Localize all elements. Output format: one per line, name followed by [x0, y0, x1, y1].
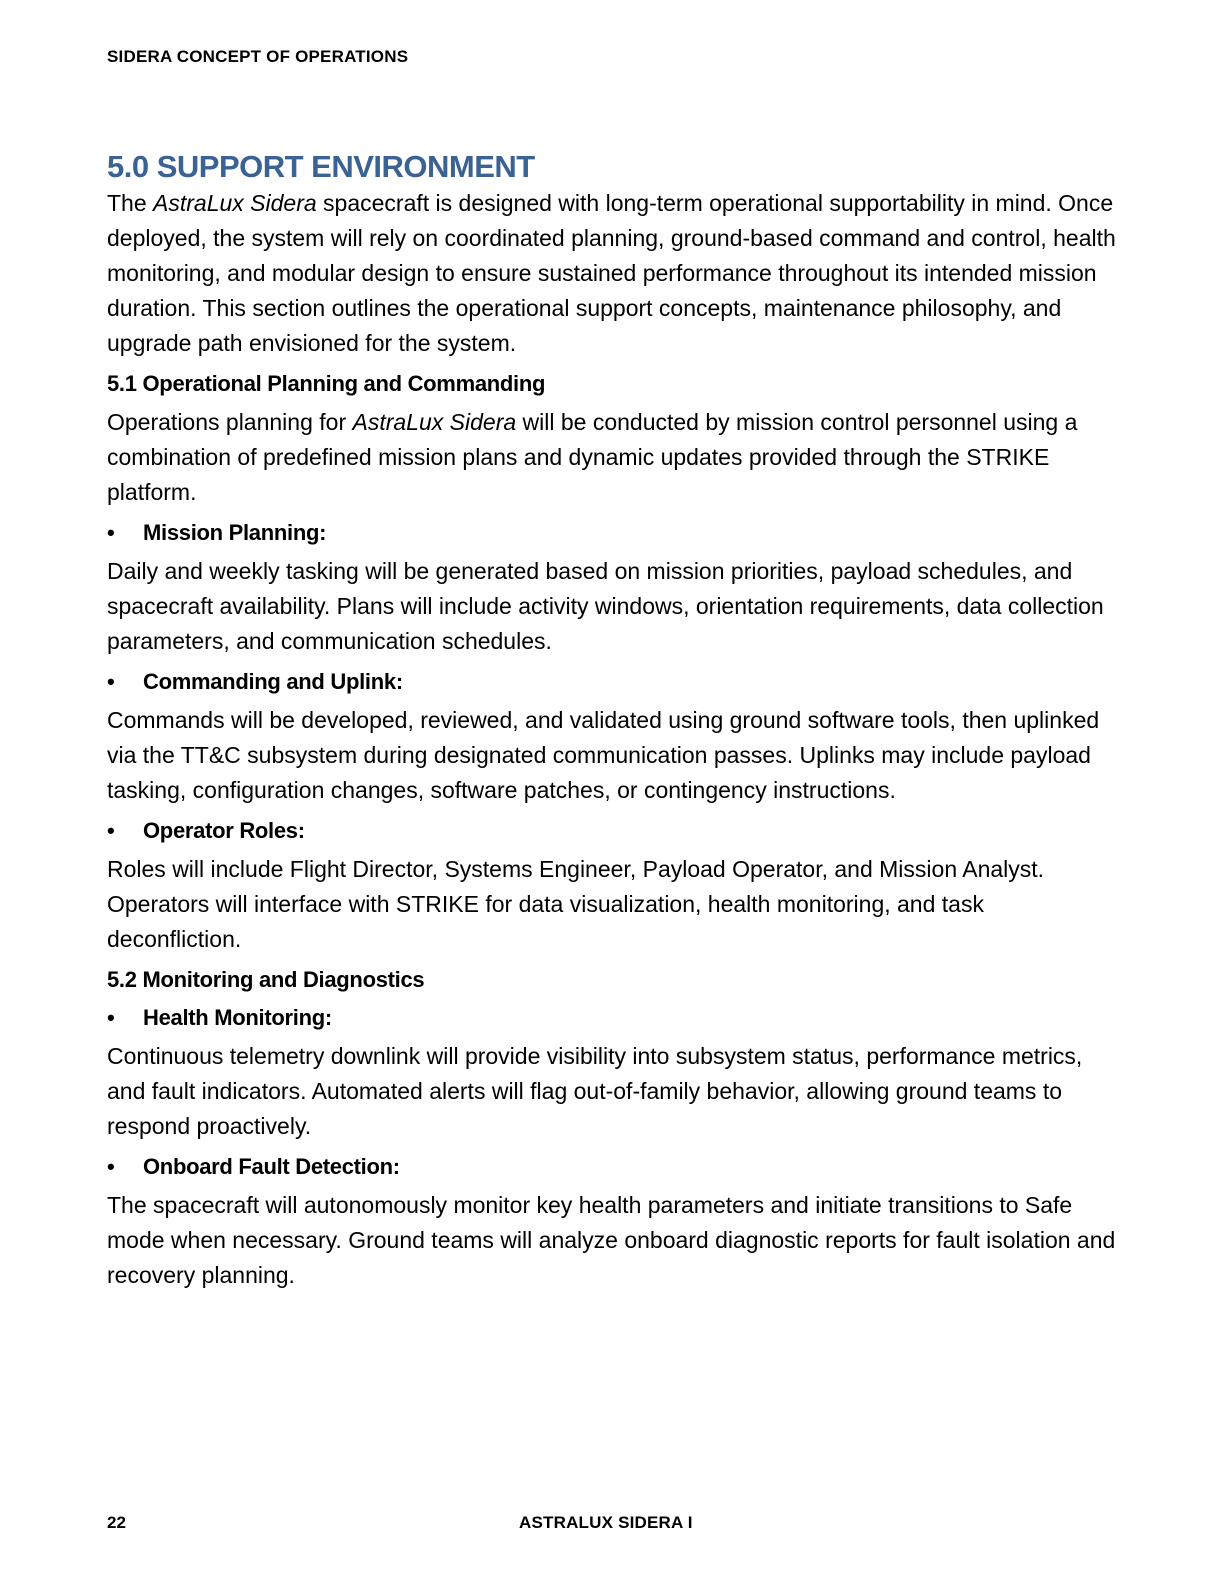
section-intro-paragraph — [107, 186, 1117, 361]
bullet-paragraph: Daily and weekly tasking will be generated based on mission priorities, payload schedules, and spacecraft availability. Plans will include activity windows, orientation requirements, data collection parameters, and communication schedules. — [107, 558, 1104, 654]
section-title: 5.0 SUPPORT ENVIRONMENT — [107, 149, 535, 184]
bullet-icon: • — [107, 1154, 115, 1179]
bullet-paragraph: Commands will be developed, reviewed, and validated using ground software tools, then uplinked via the TT&C subsystem during designated communication passes. Uplinks may include payload tasking, configuration changes, software patches, or contingency instructions. — [107, 707, 1100, 803]
running-header: SIDERA CONCEPT OF OPERATIONS — [107, 47, 409, 66]
bullet-title-text: Mission Planning: — [143, 520, 327, 545]
bullet-onboard-fault-detection — [107, 1152, 1117, 1182]
spacecraft-name: AstraLux Sidera — [352, 409, 517, 435]
subsection-title-planning: 5.1 Operational Planning and Commanding — [107, 371, 546, 396]
bullet-paragraph: Roles will include Flight Director, Systems Engineer, Payload Operator, and Mission Analyst. Operators will interface with STRIKE for data visualization, health monitoring, and task deconfliction. — [107, 856, 1045, 952]
bullet-mission-planning — [107, 518, 1117, 548]
page-number: 22 — [107, 1513, 126, 1532]
bullet-icon: • — [107, 1005, 115, 1030]
bullet-title-text: Commanding and Uplink: — [143, 669, 403, 694]
bullet-health-monitoring — [107, 1003, 1117, 1033]
bullet-icon: • — [107, 669, 115, 694]
intro-text-prefix: The — [107, 190, 154, 216]
bullet-operator-roles — [107, 816, 1117, 846]
planning-intro-prefix: Operations planning for — [107, 409, 353, 435]
bullet-icon: • — [107, 818, 115, 843]
bullet-title-text: Onboard Fault Detection: — [143, 1154, 400, 1179]
planning-intro-suffix: will be conducted by mission control personnel using a combination of predefined mission plans and dynamic updates provided through the STRIKE platform. — [107, 409, 1078, 505]
subsection-title-monitoring: 5.2 Monitoring and Diagnostics — [107, 967, 425, 992]
bullet-paragraph: The spacecraft will autonomously monitor key health parameters and initiate transitions to Safe mode when necessary. Ground teams will analyze onboard diagnostic reports for fault isolation and recovery planning. — [107, 1192, 1116, 1288]
planning-intro-paragraph — [107, 405, 1117, 510]
bullet-commanding-uplink — [107, 667, 1117, 697]
bullet-paragraph: Continuous telemetry downlink will provide visibility into subsystem status, performance metrics, and fault indicators. Automated alerts will flag out-of-family behavior, allowing ground teams to respond proactively. — [107, 1043, 1083, 1139]
bullet-icon: • — [107, 520, 115, 545]
spacecraft-name: AstraLux Sidera — [153, 190, 317, 216]
bullet-title-text: Operator Roles: — [143, 818, 305, 843]
bullet-title-text: Health Monitoring: — [143, 1005, 332, 1030]
document-body — [107, 148, 1117, 1293]
footer-document-title: ASTRALUX SIDERA I — [519, 1513, 693, 1532]
intro-text-suffix: spacecraft is designed with long-term operational supportability in mind. Once deployed, the system will rely on coordinated planning, ground-based command and control, health monitoring, and modular design to ensure sustained performance throughout its intended mission duration. This section outlines the operational support concepts, maintenance philosophy, and upgrade path envisioned for the system. — [107, 190, 1116, 356]
